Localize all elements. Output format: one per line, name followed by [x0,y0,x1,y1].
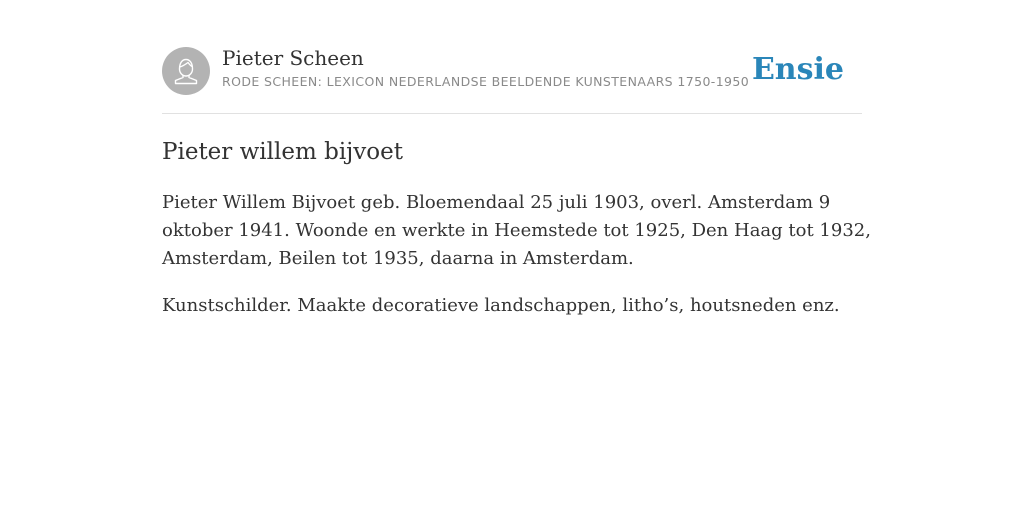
ensie-logo[interactable]: Ensie [751,52,844,87]
article-paragraph: Pieter Willem Bijvoet geb. Bloemendaal 25 juli 1903, overl. Amsterdam 9 oktober 1941. Woonde en werkte in Heemstede tot 1925, Den Haag tot 1932, Amsterdam, Beilen tot 1935, daarna in Amsterdam. [162,192,871,269]
source-label[interactable]: RODE SCHEEN: LEXICON NEDERLANDSE BEELDENDE KUNSTENAARS 1750-1950 [222,74,750,89]
article-title: Pieter willem bijvoet [162,139,403,165]
article-header [162,44,862,114]
author-name[interactable]: Pieter Scheen [222,46,364,70]
author-avatar[interactable] [162,47,210,95]
article-paragraph: Kunstschilder. Maakte decoratieve landschappen, litho’s, houtsneden enz. [162,295,840,316]
user-icon [162,47,210,95]
